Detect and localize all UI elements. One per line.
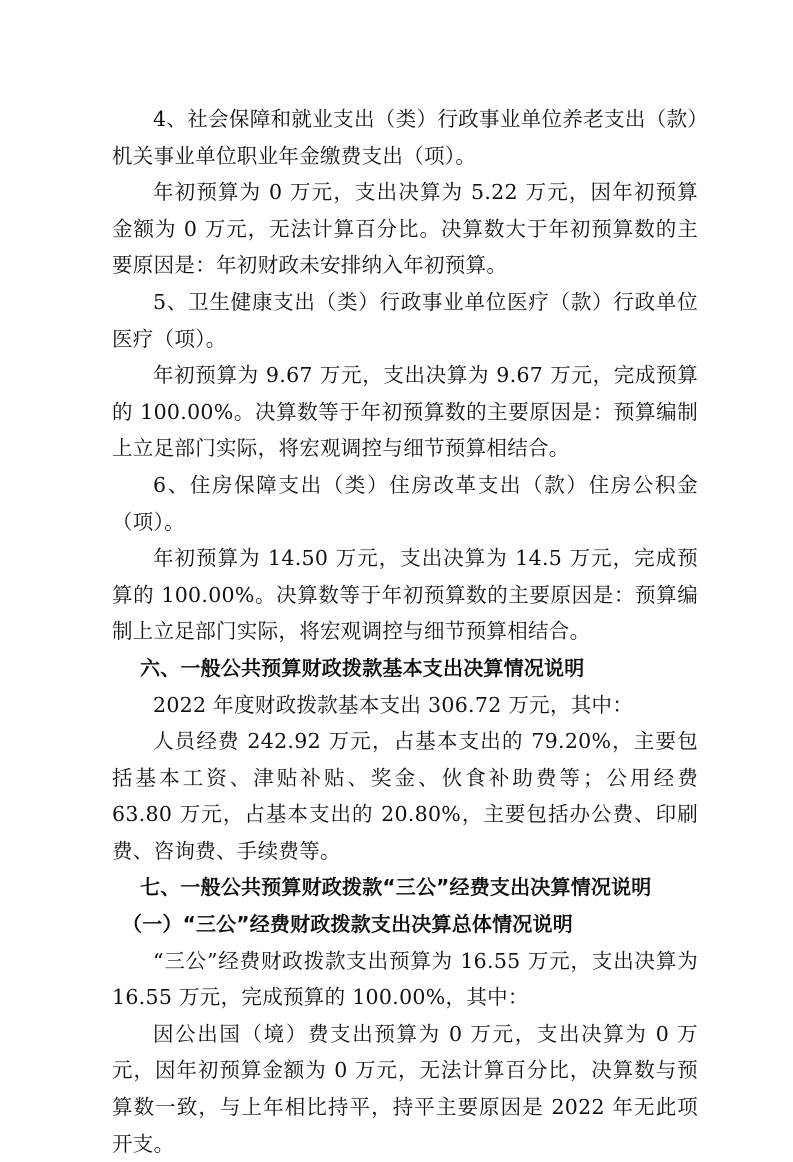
section-6-heading: 六、一般公共预算财政拨款基本支出决算情况说明 [140,655,585,680]
item-4-desc: 年初预算为 0 万元，支出决算为 5.22 万元，因年初预算金额为 0 万元，无法计算百分比。决算数大于年初预算数的主要原因是：年初财政未安排纳入年初预算。 [112,180,698,278]
section-7-heading: 七、一般公共预算财政拨款“三公”经费支出决算情况说明 [140,875,652,900]
item-4-title: 4、社会保障和就业支出（类）行政事业单位养老支出（款）机关事业单位职业年金缴费支出（项）。 [112,107,698,168]
section-7-1-total: “三公”经费财政拨款支出预算为 16.55 万元，支出决算为 16.55 万元，完成预算的 100.00%，其中： [112,948,698,1010]
document-body [112,101,698,1162]
section-7-1-abroad: 因公出国（境）费支出预算为 0 万元，支出决算为 0 万元，因年初预算金额为 0 万元，无法计算百分比，决算数与预算数一致，与上年相比持平，持平主要原因是 2022 年无此项开支。 [112,1021,698,1156]
section-6-total: 2022 年度财政拨款基本支出 306.72 万元，其中： [153,692,634,717]
item-5-desc: 年初预算为 9.67 万元，支出决算为 9.67 万元，完成预算的 100.00%。决算数等于年初预算数的主要原因是：预算编制上立足部门实际，将宏观调控与细节预算相结合。 [112,363,698,461]
item-6-desc: 年初预算为 14.50 万元，支出决算为 14.5 万元，完成预算的 100.00%。决算数等于年初预算数的主要原因是：预算编制上立足部门实际，将宏观调控与细节预算相结合。 [112,546,698,644]
section-6-detail: 人员经费 242.92 万元，占基本支出的 79.20%，主要包括基本工资、津贴补贴、奖金、伙食补助费等；公用经费 63.80 万元，占基本支出的 20.80%，主要包括办公费、印刷费、咨询费、手续费等。 [112,729,698,863]
section-7-1-heading: （一）“三公”经费财政拨款支出决算总体情况说明 [122,912,573,937]
item-5-title: 5、卫生健康支出（类）行政事业单位医疗（款）行政单位医疗（项）。 [112,289,698,351]
item-6-title: 6、住房保障支出（类）住房改革支出（款）住房公积金（项）。 [112,472,698,534]
